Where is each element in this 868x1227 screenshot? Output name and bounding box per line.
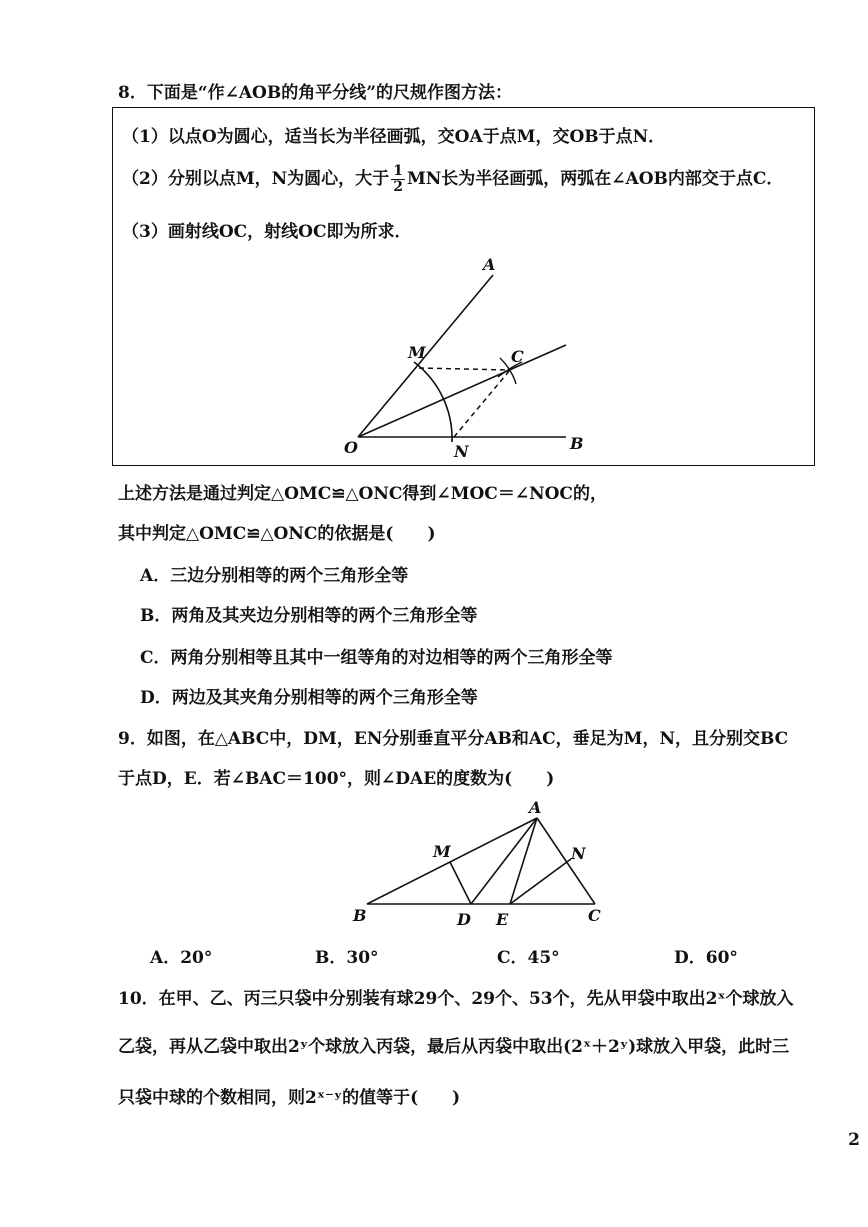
q8-option-a: A．三边分别相等的两个三角形全等 <box>140 566 409 586</box>
label-m: M <box>433 842 451 861</box>
segment-mc <box>419 368 510 370</box>
q10-line1: 10．在甲、乙、丙三只袋中分别装有球29个、29个、53个，先从甲袋中取出2ˣ个球放入 <box>118 989 794 1009</box>
segment-dm <box>450 862 471 904</box>
segment-ae <box>510 818 537 904</box>
side-ab <box>367 818 537 904</box>
q9-line2: 于点D，E．若∠BAC＝100°，则∠DAE的度数为( ) <box>118 769 555 789</box>
page-number: 2 <box>848 1130 860 1150</box>
q9-option-b: B．30° <box>315 948 379 968</box>
label-m: M <box>408 343 426 362</box>
q8-step3: （3）画射线OC，射线OC即为所求． <box>122 222 412 242</box>
q8-option-c: C．两角分别相等且其中一组等角的对边相等的两个三角形全等 <box>140 648 613 668</box>
q10-line2: 乙袋，再从乙袋中取出2ʸ个球放入丙袋，最后从丙袋中取出(2ˣ＋2ʸ)球放入甲袋，此时三 <box>118 1037 790 1057</box>
side-ac <box>537 818 595 904</box>
q8-conclusion-line: 上述方法是通过判定△OMC≌△ONC得到∠MOC＝∠NOC的， <box>118 484 607 504</box>
q8-frac-den: 2 <box>393 179 403 195</box>
label-a: A <box>529 798 542 817</box>
q9-triangle-figure <box>345 795 615 935</box>
q8-step2-pre: （2）分别以点M，N为圆心，大于 <box>122 169 390 189</box>
q8-option-b: B．两角及其夹边分别相等的两个三角形全等 <box>140 606 478 626</box>
q8-option-d: D．两边及其夹角分别相等的两个三角形全等 <box>140 688 478 708</box>
q8-frac-num: 1 <box>393 163 403 179</box>
q8-step2-post: MN长为半径画弧，两弧在∠AOB内部交于点C． <box>406 169 784 189</box>
label-d: D <box>457 910 471 929</box>
label-n: N <box>571 844 586 863</box>
q8-question-line: 其中判定△OMC≌△ONC的依据是( ) <box>118 524 436 544</box>
arc-mn <box>414 362 452 442</box>
segment-en <box>510 859 571 904</box>
q9-option-a: A．20° <box>150 948 213 968</box>
label-e: E <box>496 910 509 929</box>
q9-line1: 9．如图，在△ABC中，DM，EN分别垂直平分AB和AC，垂足为M，N，且分别交BC <box>118 729 789 749</box>
q8-fraction <box>391 164 405 195</box>
q10-line3: 只袋中球的个数相同，则2ˣ⁻ʸ的值等于( ) <box>118 1088 461 1108</box>
label-a: A <box>483 255 496 274</box>
q8-angle-bisector-figure <box>330 250 600 465</box>
label-o: O <box>344 438 358 457</box>
label-c: C <box>511 347 524 366</box>
q9-option-d: D．60° <box>674 948 738 968</box>
label-c: C <box>588 906 601 925</box>
label-b: B <box>570 434 584 453</box>
segment-nc <box>454 370 510 437</box>
label-n: N <box>454 442 469 461</box>
q8-stem: 8．下面是“作∠AOB的角平分线”的尺规作图方法： <box>118 83 512 103</box>
q8-step2 <box>122 164 783 195</box>
q9-option-c: C．45° <box>497 948 560 968</box>
ray-oc <box>358 345 566 437</box>
q8-step1: （1）以点O为圆心，适当长为半径画弧，交OA于点M，交OB于点N． <box>122 127 666 147</box>
label-b: B <box>353 906 367 925</box>
